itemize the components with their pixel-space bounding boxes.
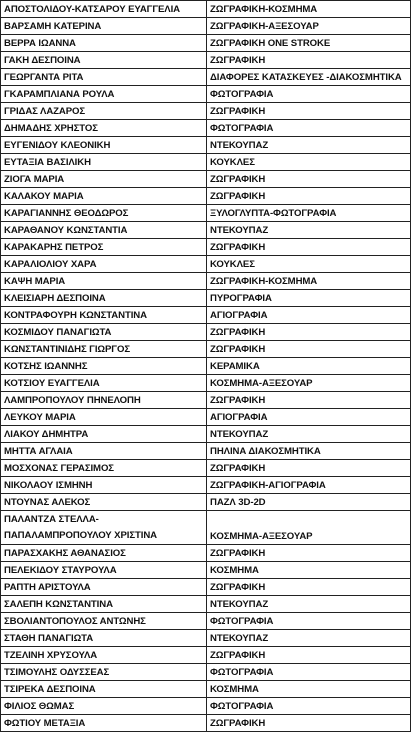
name-cell: ΚΟΤΣΗΣ ΙΩΑΝΝΗΣ xyxy=(1,358,207,375)
category-cell: ΖΩΓΡΑΦΙΚΗ xyxy=(207,324,411,341)
category-cell: ΑΓΙΟΓΡΑΦΙΑ xyxy=(207,307,411,324)
name-cell: ΡΑΠΤΗ ΑΡΙΣΤΟΥΛΑ xyxy=(1,579,207,596)
table-row xyxy=(1,188,411,205)
name-cell: ΚΟΣΜΙΔΟΥ ΠΑΝΑΓΙΩΤΑ xyxy=(1,324,207,341)
table-row xyxy=(1,154,411,171)
table-row xyxy=(1,460,411,477)
table-row xyxy=(1,477,411,494)
table-row xyxy=(1,375,411,392)
table-row xyxy=(1,715,411,732)
category-cell: ΦΩΤΟΓΡΑΦΙΑ xyxy=(207,664,411,681)
category-cell: ΖΩΓΡΑΦΙΚΗ-ΚΟΣΜΗΜΑ xyxy=(207,273,411,290)
name-cell: ΚΑΡΑΚΑΡΗΣ ΠΕΤΡΟΣ xyxy=(1,239,207,256)
name-cell: ΠΑΡΑΣΧΑΚΗΣ ΑΘΑΝΑΣΙΟΣ xyxy=(1,545,207,562)
table-row xyxy=(1,103,411,120)
category-cell: ΖΩΓΡΑΦΙΚΗ xyxy=(207,188,411,205)
table-row xyxy=(1,324,411,341)
name-cell: ΚΑΡΑΘΑΝΟΥ ΚΩΝΣΤΑΝΤΙΑ xyxy=(1,222,207,239)
table-row xyxy=(1,18,411,35)
name-cell: ΚΑΨΗ ΜΑΡΙΑ xyxy=(1,273,207,290)
table-row xyxy=(1,358,411,375)
category-cell: ΖΩΓΡΑΦΙΚΗ xyxy=(207,579,411,596)
category-cell: ΦΩΤΟΓΡΑΦΙΑ xyxy=(207,698,411,715)
table-row xyxy=(1,35,411,52)
category-cell: ΦΩΤΟΓΡΑΦΙΑ xyxy=(207,86,411,103)
table-row xyxy=(1,494,411,511)
category-cell: ΝΤΕΚΟΥΠΑΖ xyxy=(207,596,411,613)
name-cell: ΦΙΛΙΟΣ ΘΩΜΑΣ xyxy=(1,698,207,715)
category-cell: ΚΟΣΜΗΜΑ-ΑΞΕΣΟΥΑΡ xyxy=(207,375,411,392)
category-cell: ΖΩΓΡΑΦΙΚΗ xyxy=(207,103,411,120)
name-cell: ΚΑΡΑΛΙΟΛΙΟΥ ΧΑΡΑ xyxy=(1,256,207,273)
table-row xyxy=(1,69,411,86)
name-cell: ΚΛΕΙΣΙΑΡΗ ΔΕΣΠΟΙΝΑ xyxy=(1,290,207,307)
name-cell: ΣΑΛΕΠΗ ΚΩΝΣΤΑΝΤΙΝΑ xyxy=(1,596,207,613)
table-row xyxy=(1,596,411,613)
name-cell: ΚΟΤΣΙΟΥ ΕΥΑΓΓΕΛΙΑ xyxy=(1,375,207,392)
name-cell: ΚΟΝΤΡΑΦΟΥΡΗ ΚΩΝΣΤΑΝΤΙΝΑ xyxy=(1,307,207,324)
name-cell: ΕΥΓΕΝΙΔΟΥ ΚΛΕΟΝΙΚΗ xyxy=(1,137,207,154)
name-cell: ΛΕΥΚΟΥ ΜΑΡΙΑ xyxy=(1,409,207,426)
category-cell: ΞΥΛΟΓΛΥΠΤΑ-ΦΩΤΟΓΡΑΦΙΑ xyxy=(207,205,411,222)
name-cell: ΛΑΜΠΡΟΠΟΥΛΟΥ ΠΗΝΕΛΟΠΗ xyxy=(1,392,207,409)
name-cell: ΚΑΡΑΓΙΑΝΝΗΣ ΘΕΟΔΩΡΟΣ xyxy=(1,205,207,222)
table-row xyxy=(1,664,411,681)
table-row xyxy=(1,1,411,18)
name-cell: ΓΕΩΡΓΑΝΤΑ ΡΙΤΑ xyxy=(1,69,207,86)
name-cell: ΤΣΙΜΟΥΛΗΣ ΟΔΥΣΣΕΑΣ xyxy=(1,664,207,681)
category-cell: ΝΤΕΚΟΥΠΑΖ xyxy=(207,137,411,154)
category-cell: ΖΩΓΡΑΦΙΚΗ xyxy=(207,239,411,256)
category-cell: ΖΩΓΡΑΦΙΚΗ ONE STROKE xyxy=(207,35,411,52)
name-cell: ΖΙΟΓΑ ΜΑΡΙΑ xyxy=(1,171,207,188)
table-row xyxy=(1,307,411,324)
category-cell: ΖΩΓΡΑΦΙΚΗ xyxy=(207,545,411,562)
category-cell: ΚΕΡΑΜΙΚΑ xyxy=(207,358,411,375)
table-row xyxy=(1,443,411,460)
category-cell: ΖΩΓΡΑΦΙΚΗ-ΚΟΣΜΗΜΑ xyxy=(207,1,411,18)
table-row xyxy=(1,239,411,256)
table-row xyxy=(1,562,411,579)
name-cell: ΒΑΡΣΑΜΗ ΚΑΤΕΡΙΝΑ xyxy=(1,18,207,35)
table-row xyxy=(1,647,411,664)
category-cell: ΠΑΖΛ 3D-2D xyxy=(207,494,411,511)
name-cell: ΠΕΛΕΚΙΔΟΥ ΣΤΑΥΡΟΥΛΑ xyxy=(1,562,207,579)
category-cell: ΖΩΓΡΑΦΙΚΗ xyxy=(207,715,411,732)
name-cell: ΜΗΤΤΑ ΑΓΛΑΙΑ xyxy=(1,443,207,460)
name-cell: ΑΠΟΣΤΟΛΙΔΟΥ-ΚΑΤΣΑΡΟΥ ΕΥΑΓΓΕΛΙΑ xyxy=(1,1,207,18)
table-row xyxy=(1,120,411,137)
category-cell: ΚΟΣΜΗΜΑ xyxy=(207,681,411,698)
table-row xyxy=(1,613,411,630)
table-row xyxy=(1,171,411,188)
category-cell: ΑΓΙΟΓΡΑΦΙΑ xyxy=(207,409,411,426)
category-cell: ΚΟΣΜΗΜΑ-ΑΞΕΣΟΥΑΡ xyxy=(207,511,411,545)
name-cell: ΠΑΛΑΝΤΖΑ ΣΤΕΛΛΑ-ΠΑΠΑΛΑΜΠΡΟΠΟΥΛΟΥ ΧΡΙΣΤΙΝΑ xyxy=(1,511,207,545)
name-cell: ΚΑΛΑΚΟΥ ΜΑΡΙΑ xyxy=(1,188,207,205)
category-cell: ΝΤΕΚΟΥΠΑΖ xyxy=(207,426,411,443)
name-cell: ΤΣΙΡΕΚΑ ΔΕΣΠΟΙΝΑ xyxy=(1,681,207,698)
name-cell: ΓΡΙΔΑΣ ΛΑΖΑΡΟΣ xyxy=(1,103,207,120)
table-row xyxy=(1,409,411,426)
name-cell: ΣΒΟΛΙΑΝΤΟΠΟΥΛΟΣ ΑΝΤΩΝΗΣ xyxy=(1,613,207,630)
name-cell: ΣΤΑΘΗ ΠΑΝΑΓΙΩΤΑ xyxy=(1,630,207,647)
category-cell: ΚΟΥΚΛΕΣ xyxy=(207,154,411,171)
name-cell: ΦΩΤΙΟΥ ΜΕΤΑΞΙΑ xyxy=(1,715,207,732)
name-cell: ΚΩΝΣΤΑΝΤΙΝΙΔΗΣ ΓΙΩΡΓΟΣ xyxy=(1,341,207,358)
table-row xyxy=(1,426,411,443)
table-row xyxy=(1,681,411,698)
category-cell: ΖΩΓΡΑΦΙΚΗ xyxy=(207,341,411,358)
table-row xyxy=(1,256,411,273)
category-cell: ΔΙΑΦΟΡΕΣ ΚΑΤΑΣΚΕΥΕΣ -ΔΙΑΚΟΣΜΗΤΙΚΑ xyxy=(207,69,411,86)
table-row xyxy=(1,290,411,307)
category-cell: ΝΤΕΚΟΥΠΑΖ xyxy=(207,630,411,647)
category-cell: ΠΗΛΙΝΑ ΔΙΑΚΟΣΜΗΤΙΚΑ xyxy=(207,443,411,460)
table-row xyxy=(1,630,411,647)
table-row xyxy=(1,341,411,358)
table-body xyxy=(1,1,411,732)
table-row xyxy=(1,545,411,562)
table-row xyxy=(1,222,411,239)
name-cell: ΝΙΚΟΛΑΟΥ ΙΣΜΗΝΗ xyxy=(1,477,207,494)
name-cell: ΒΕΡΡΑ ΙΩΑΝΝΑ xyxy=(1,35,207,52)
table-row xyxy=(1,392,411,409)
name-cell: ΕΥΤΑΞΙΑ ΒΑΣΙΛΙΚΗ xyxy=(1,154,207,171)
name-cell: ΛΙΑΚΟΥ ΔΗΜΗΤΡΑ xyxy=(1,426,207,443)
table-row xyxy=(1,273,411,290)
category-cell: ΝΤΕΚΟΥΠΑΖ xyxy=(207,222,411,239)
table-row xyxy=(1,511,411,545)
name-cell: ΜΟΣΧΟΝΑΣ ΓΕΡΑΣΙΜΟΣ xyxy=(1,460,207,477)
category-cell: ΖΩΓΡΑΦΙΚΗ xyxy=(207,171,411,188)
category-cell: ΖΩΓΡΑΦΙΚΗ-ΑΓΙΟΓΡΑΦΙΑ xyxy=(207,477,411,494)
category-cell: ΖΩΓΡΑΦΙΚΗ xyxy=(207,647,411,664)
name-cell: ΓΚΑΡΑΜΠΛΙΑΝΑ ΡΟΥΛΑ xyxy=(1,86,207,103)
category-cell: ΖΩΓΡΑΦΙΚΗ xyxy=(207,460,411,477)
table-row xyxy=(1,205,411,222)
name-cell: ΝΤΟΥΝΑΣ ΑΛΕΚΟΣ xyxy=(1,494,207,511)
category-cell: ΠΥΡΟΓΡΑΦΙΑ xyxy=(207,290,411,307)
name-cell: ΤΖΕΛΙΝΗ ΧΡΥΣΟΥΛΑ xyxy=(1,647,207,664)
table-row xyxy=(1,579,411,596)
table-row xyxy=(1,137,411,154)
category-cell: ΖΩΓΡΑΦΙΚΗ xyxy=(207,392,411,409)
category-cell: ΚΟΥΚΛΕΣ xyxy=(207,256,411,273)
table-row xyxy=(1,52,411,69)
category-cell: ΦΩΤΟΓΡΑΦΙΑ xyxy=(207,613,411,630)
name-cell: ΔΗΜΑΔΗΣ ΧΡΗΣΤΟΣ xyxy=(1,120,207,137)
category-cell: ΖΩΓΡΑΦΙΚΗ xyxy=(207,52,411,69)
category-cell: ΖΩΓΡΑΦΙΚΗ-ΑΞΕΣΟΥΑΡ xyxy=(207,18,411,35)
name-cell: ΓΑΚΗ ΔΕΣΠΟΙΝΑ xyxy=(1,52,207,69)
table-row xyxy=(1,698,411,715)
category-cell: ΦΩΤΟΓΡΑΦΙΑ xyxy=(207,120,411,137)
category-cell: ΚΟΣΜΗΜΑ xyxy=(207,562,411,579)
table-row xyxy=(1,86,411,103)
